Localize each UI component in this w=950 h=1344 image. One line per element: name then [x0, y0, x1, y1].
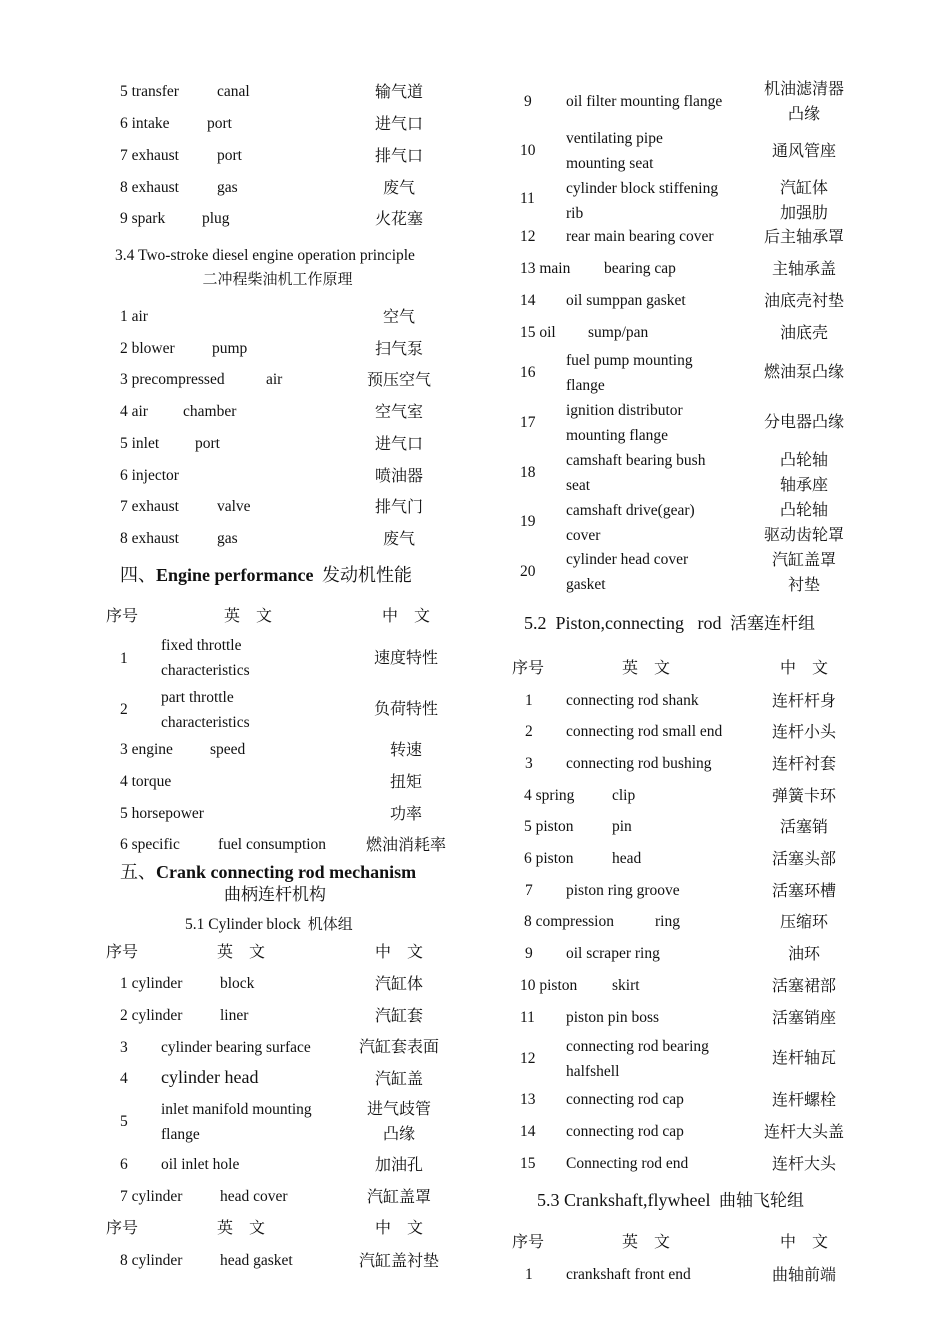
- term-english-line2: cover: [566, 527, 601, 544]
- term-number: 9 spark: [120, 210, 166, 227]
- term-number: 4 torque: [120, 773, 172, 790]
- term-number: 2: [120, 701, 128, 718]
- term-english: skirt: [612, 977, 640, 994]
- term-chinese: 功率: [389, 804, 422, 823]
- term-chinese: 活塞销座: [771, 1008, 836, 1027]
- term-number: 3: [120, 1039, 128, 1056]
- subsection-title-chinese: 活塞连杆组: [729, 614, 815, 634]
- term-english-line2: seat: [566, 477, 591, 494]
- term-chinese-line2: 加强肋: [779, 203, 828, 222]
- section-title-chinese: 发动机性能: [321, 565, 412, 586]
- term-chinese: 油底壳: [779, 323, 828, 342]
- term-chinese: 进气口: [374, 434, 423, 453]
- term-english: crankshaft front end: [566, 1266, 691, 1283]
- subsection-heading: [185, 913, 353, 936]
- term-english: port: [195, 435, 220, 452]
- term-chinese-line2: 衬垫: [787, 575, 820, 594]
- term-english-line2: flange: [161, 1126, 200, 1143]
- term-number: 14: [520, 1123, 536, 1140]
- section-title: Crank connecting rod mechanism: [156, 862, 417, 882]
- term-number: 19: [520, 513, 536, 530]
- subsection-title: 5.1 Cylinder block: [185, 916, 301, 933]
- term-chinese: 预压空气: [366, 370, 431, 389]
- term-number: 11: [520, 1009, 535, 1026]
- term-number: 1: [525, 692, 533, 709]
- term-number: 5 horsepower: [120, 805, 204, 822]
- term-english: liner: [220, 1007, 249, 1024]
- term-chinese: 凸轮轴: [779, 500, 828, 519]
- term-number: 15 oil: [520, 324, 556, 341]
- term-chinese: 加油孔: [374, 1155, 423, 1174]
- term-number: 9: [525, 945, 533, 962]
- term-english: piston ring groove: [566, 882, 680, 899]
- term-chinese: 空气: [382, 307, 415, 326]
- term-english: connecting rod bearing: [566, 1038, 709, 1055]
- term-chinese: 连杆杆身: [771, 691, 836, 710]
- term-english: pump: [212, 340, 248, 357]
- term-chinese: 燃油消耗率: [365, 835, 446, 854]
- term-english: ignition distributor: [566, 402, 683, 419]
- term-chinese: 连杆小头: [771, 722, 836, 741]
- term-english: head cover: [220, 1188, 288, 1205]
- column-header-english: 英 文: [622, 658, 671, 677]
- term-english-line2: characteristics: [161, 662, 250, 679]
- term-chinese: 燃油泵凸缘: [763, 362, 844, 381]
- term-chinese: 排气口: [374, 146, 423, 165]
- section-heading-chinese: 二冲程柴油机工作原理: [202, 270, 353, 288]
- term-chinese: 废气: [382, 529, 415, 548]
- term-number: 8 cylinder: [120, 1252, 183, 1269]
- term-chinese: 活塞头部: [771, 849, 836, 868]
- term-number: 2 cylinder: [120, 1007, 183, 1024]
- term-english: gas: [217, 179, 238, 196]
- term-chinese: 汽缸体: [374, 974, 423, 993]
- term-chinese: 进气歧管: [366, 1099, 431, 1118]
- term-number: 18: [520, 464, 536, 481]
- term-chinese: 排气门: [374, 497, 423, 516]
- term-number: 3 engine: [120, 741, 173, 758]
- term-chinese: 凸轮轴: [779, 450, 828, 469]
- subsection-title-chinese: 曲轴飞轮组: [718, 1191, 804, 1211]
- term-chinese: 进气口: [374, 114, 423, 133]
- term-english: bearing cap: [604, 260, 676, 277]
- term-english: port: [217, 147, 242, 164]
- term-chinese: 汽缸体: [779, 178, 828, 197]
- column-header-chinese: 中 文: [375, 1218, 424, 1237]
- term-english: head: [612, 850, 642, 867]
- term-chinese: 汽缸套: [374, 1006, 423, 1025]
- term-chinese: 油底壳衬垫: [763, 291, 844, 310]
- term-english: plug: [202, 210, 230, 227]
- column-header-english: 英 文: [622, 1232, 671, 1251]
- column-header-chinese: 中 文: [780, 1232, 829, 1251]
- section-heading: 3.4 Two-stroke diesel engine operation principle: [115, 247, 415, 264]
- term-english-line2: gasket: [566, 576, 606, 593]
- term-english: camshaft bearing bush: [566, 452, 706, 469]
- term-english: ring: [655, 913, 680, 930]
- term-number: 4 spring: [524, 787, 575, 804]
- term-number: 5 piston: [524, 818, 574, 835]
- term-chinese: 汽缸盖罩: [771, 550, 836, 569]
- term-english: oil inlet hole: [161, 1156, 240, 1173]
- term-chinese: 压缩环: [779, 912, 828, 931]
- column-header-chinese: 中 文: [375, 942, 424, 961]
- term-english: fuel pump mounting: [566, 352, 693, 369]
- term-english: cylinder head: [161, 1067, 259, 1087]
- term-chinese-line2: 凸缘: [787, 104, 820, 123]
- term-english-line2: rib: [566, 205, 584, 222]
- term-number: 6 injector: [120, 467, 179, 484]
- term-english-line2: mounting seat: [566, 155, 654, 172]
- term-english: oil scraper ring: [566, 945, 660, 962]
- term-number: 1 cylinder: [120, 975, 183, 992]
- term-chinese: 油环: [787, 944, 820, 963]
- subsection-heading: [537, 1187, 804, 1214]
- subsection-heading: [524, 610, 815, 637]
- column-header-english: 英 文: [224, 606, 273, 625]
- term-english: air: [266, 371, 283, 388]
- term-chinese: 曲轴前端: [771, 1265, 836, 1284]
- term-english: sump/pan: [588, 324, 649, 341]
- term-number: 12: [520, 228, 536, 245]
- term-number: 5 inlet: [120, 435, 160, 452]
- term-chinese: 转速: [389, 740, 422, 759]
- term-number: 16: [520, 364, 536, 381]
- term-english: block: [220, 975, 255, 992]
- term-number: 9: [524, 93, 532, 110]
- term-number: 3: [525, 755, 533, 772]
- section-heading: [120, 859, 416, 886]
- term-chinese: 废气: [382, 178, 415, 197]
- term-chinese: 汽缸盖: [374, 1069, 423, 1088]
- term-chinese: 连杆螺栓: [771, 1090, 836, 1109]
- term-english: port: [207, 115, 232, 132]
- column-header-english: 英 文: [217, 942, 266, 961]
- term-chinese: 扫气泵: [374, 339, 423, 358]
- term-english: fixed throttle: [161, 637, 242, 654]
- section-title-chinese: 曲柄连杆机构: [224, 885, 326, 905]
- term-english-line2: mounting flange: [566, 427, 669, 444]
- term-english: oil sumppan gasket: [566, 292, 686, 309]
- term-english: speed: [210, 741, 246, 758]
- term-number: 7: [525, 882, 533, 899]
- column-header-english: 英 文: [217, 1218, 266, 1237]
- term-number: 13 main: [520, 260, 571, 277]
- column-header-number: 序号: [106, 606, 139, 625]
- term-number: 4: [120, 1070, 128, 1087]
- term-number: 8 exhaust: [120, 530, 179, 547]
- term-number: 1 air: [120, 308, 148, 325]
- section-number: 五、: [120, 862, 156, 883]
- term-number: 12: [520, 1050, 536, 1067]
- term-english: inlet manifold mounting: [161, 1101, 312, 1118]
- term-chinese: 喷油器: [374, 466, 423, 485]
- term-english: oil filter mounting flange: [566, 93, 723, 110]
- term-english: connecting rod cap: [566, 1123, 684, 1140]
- term-english: ventilating pipe: [566, 130, 663, 147]
- term-number: 4 air: [120, 403, 148, 420]
- column-header-chinese: 中 文: [382, 606, 431, 625]
- term-chinese-line2: 轴承座: [779, 475, 828, 494]
- term-english: pin: [612, 818, 632, 835]
- term-number: 2 blower: [120, 340, 175, 357]
- term-number: 6 specific: [120, 836, 180, 853]
- column-header-number: 序号: [106, 1218, 139, 1237]
- term-english: canal: [217, 83, 250, 100]
- term-english: connecting rod shank: [566, 692, 699, 709]
- term-chinese: 通风管座: [771, 141, 836, 160]
- term-english-line2: halfshell: [566, 1063, 620, 1080]
- term-english: clip: [612, 787, 636, 804]
- term-number: 7 exhaust: [120, 147, 179, 164]
- term-chinese: 连杆衬套: [771, 754, 836, 773]
- term-number: 6 intake: [120, 115, 170, 132]
- column-header-number: 序号: [512, 1232, 545, 1251]
- section-number: 四、: [120, 565, 156, 586]
- term-number: 6 piston: [524, 850, 574, 867]
- term-number: 1: [525, 1266, 533, 1283]
- column-header-chinese: 中 文: [780, 658, 829, 677]
- term-chinese: 火花塞: [374, 209, 423, 228]
- term-number: 1: [120, 650, 128, 667]
- term-number: 2: [525, 723, 533, 740]
- term-chinese: 活塞裙部: [771, 976, 836, 995]
- term-chinese: 空气室: [374, 402, 423, 421]
- term-number: 5 transfer: [120, 83, 179, 100]
- term-english: chamber: [183, 403, 237, 420]
- term-chinese: 弹簧卡环: [771, 786, 836, 805]
- term-chinese: 后主轴承罩: [763, 227, 844, 246]
- term-number: 17: [520, 414, 536, 431]
- term-english: head gasket: [220, 1252, 293, 1269]
- term-number: 6: [120, 1156, 128, 1173]
- term-english: piston pin boss: [566, 1009, 660, 1026]
- term-english: rear main bearing cover: [566, 228, 714, 245]
- term-number: 5: [120, 1113, 128, 1130]
- term-number: 7 cylinder: [120, 1188, 183, 1205]
- term-english-line2: flange: [566, 377, 605, 394]
- term-number: 8 exhaust: [120, 179, 179, 196]
- term-number: 15: [520, 1155, 536, 1172]
- term-number: 13: [520, 1091, 536, 1108]
- term-number: 14: [520, 292, 536, 309]
- term-chinese: 速度特性: [373, 648, 438, 667]
- term-english: camshaft drive(gear): [566, 502, 695, 519]
- term-english: fuel consumption: [218, 836, 327, 853]
- term-english: cylinder bearing surface: [161, 1039, 311, 1056]
- term-chinese: 机油滤清器: [763, 79, 844, 98]
- term-number: 11: [520, 190, 535, 207]
- term-chinese: 汽缸套表面: [358, 1037, 439, 1056]
- term-english: Connecting rod end: [566, 1155, 689, 1172]
- term-english-line2: characteristics: [161, 714, 250, 731]
- term-chinese: 活塞销: [779, 817, 828, 836]
- term-number: 7 exhaust: [120, 498, 179, 515]
- term-number: 10: [520, 142, 536, 159]
- section-heading: [120, 562, 412, 589]
- subsection-title-chinese: 机体组: [307, 915, 353, 933]
- term-english: gas: [217, 530, 238, 547]
- term-chinese: 扭矩: [389, 772, 422, 791]
- term-number: 20: [520, 563, 536, 580]
- column-header-number: 序号: [106, 942, 139, 961]
- term-english: cylinder block stiffening: [566, 180, 719, 197]
- term-english: cylinder head cover: [566, 551, 689, 568]
- term-chinese: 输气道: [374, 82, 423, 101]
- subsection-title: 5.3 Crankshaft,flywheel: [537, 1190, 711, 1210]
- term-english: connecting rod bushing: [566, 755, 712, 772]
- term-english: valve: [217, 498, 251, 515]
- column-header-number: 序号: [512, 658, 545, 677]
- term-chinese: 活塞环槽: [771, 881, 836, 900]
- subsection-title: 5.2 Piston,connecting rod: [524, 613, 722, 633]
- term-number: 8 compression: [524, 913, 614, 930]
- term-chinese: 连杆大头: [771, 1154, 836, 1173]
- term-english: part throttle: [161, 689, 234, 706]
- term-chinese: 分电器凸缘: [763, 412, 844, 431]
- term-english: connecting rod cap: [566, 1091, 684, 1108]
- term-chinese-line2: 驱动齿轮罩: [763, 525, 844, 544]
- term-number: 3 precompressed: [120, 371, 225, 388]
- term-chinese: 汽缸盖罩: [366, 1187, 431, 1206]
- term-chinese: 负荷特性: [373, 699, 438, 718]
- term-chinese: 连杆轴瓦: [771, 1048, 836, 1067]
- term-english: connecting rod small end: [566, 723, 723, 740]
- term-chinese: 主轴承盖: [771, 259, 836, 278]
- section-title: Engine performance: [156, 565, 314, 585]
- term-chinese: 连杆大头盖: [763, 1122, 844, 1141]
- term-number: 10 piston: [520, 977, 578, 994]
- term-chinese-line2: 凸缘: [382, 1124, 415, 1143]
- term-chinese: 汽缸盖衬垫: [358, 1251, 439, 1270]
